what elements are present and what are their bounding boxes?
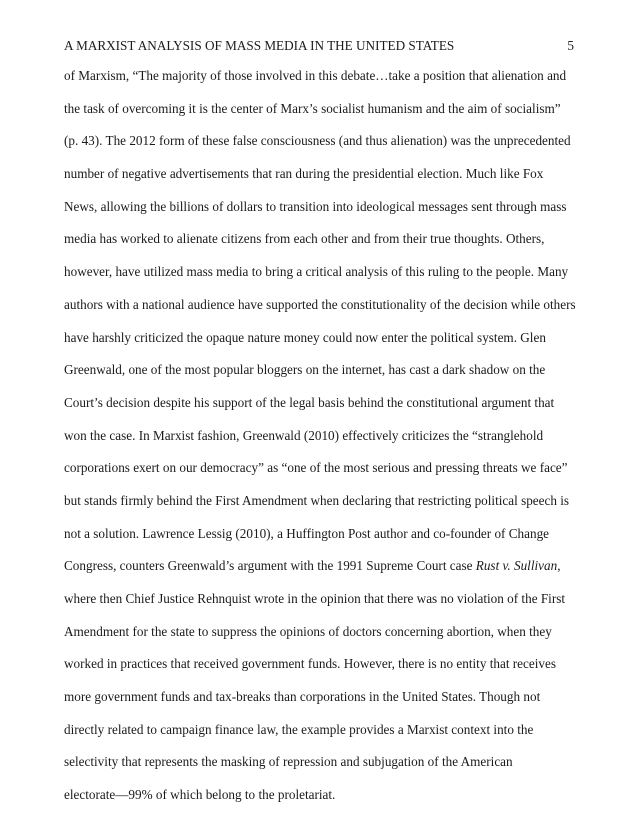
text-line: of Marxism, “The majority of those involved in this debate…take a position that alienation and [64,68,567,83]
text-line: number of negative advertisements that ran during the presidential election. Much like Fox [64,166,544,182]
text-line: Amendment for the state to suppress the opinions of doctors concerning abortion, when they [64,623,552,639]
running-head [64,36,574,56]
text-line: however, have utilized mass media to bring a critical analysis of this ruling to the people. Many [64,264,569,280]
case-name-punctuation: , [557,558,561,574]
text-line: worked in practices that received government funds. However, there is no entity that receives [64,656,556,672]
text-line: more government funds and tax-breaks than corporations in the United States. Though not [64,689,541,705]
page-number: 5 [567,38,574,53]
case-name: Rust v. Sullivan [475,558,558,574]
text-line: not a solution. Lawrence Lessig (2010), a Huffington Post author and co-founder of Change [64,525,550,541]
text-line: selectivity that represents the masking of repression and subjugation of the American [64,754,513,770]
text-line: electorate—99% of which belong to the proletariat. [64,787,336,803]
text-line-with-case [64,556,574,589]
text-line: authors with a national audience have supported the constitutionality of the decision while others [64,296,576,312]
text-line: where then Chief Justice Rehnquist wrote in the opinion that there was no violation of the First [64,591,566,606]
text-line: directly related to campaign finance law, the example provides a Marxist context into the [64,721,534,737]
text-line: have harshly criticized the opaque nature money could now enter the political system. Glen [64,329,546,345]
text-line: News, allowing the billions of dollars to transition into ideological messages sent through mass [64,198,567,214]
text-line-segment: Congress, counters Greenwald’s argument with the 1991 Supreme Court case [64,558,476,574]
text-line: Greenwald, one of the most popular bloggers on the internet, has cast a dark shadow on the [64,362,546,378]
body-paragraph [64,66,574,818]
text-line: (p. 43). The 2012 form of these false consciousness (and thus alienation) was the unprecedented [64,133,571,149]
text-line: but stands firmly behind the First Amendment when declaring that restricting political speech is [64,492,570,508]
text-line: won the case. In Marxist fashion, Greenwald (2010) effectively criticizes the “stranglehold [64,427,544,443]
text-line: the task of overcoming it is the center of Marx’s socialist humanism and the aim of socialism” [64,100,561,116]
text-line: Court’s decision despite his support of the legal basis behind the constitutional argument that [64,394,555,410]
running-head-title: A MARXIST ANALYSIS OF MASS MEDIA IN THE UNITED STATES [64,38,455,53]
text-line: corporations exert on our democracy” as “one of the most serious and pressing threats we face” [64,460,568,476]
text-line: media has worked to alienate citizens from each other and from their true thoughts. Others, [64,231,545,247]
